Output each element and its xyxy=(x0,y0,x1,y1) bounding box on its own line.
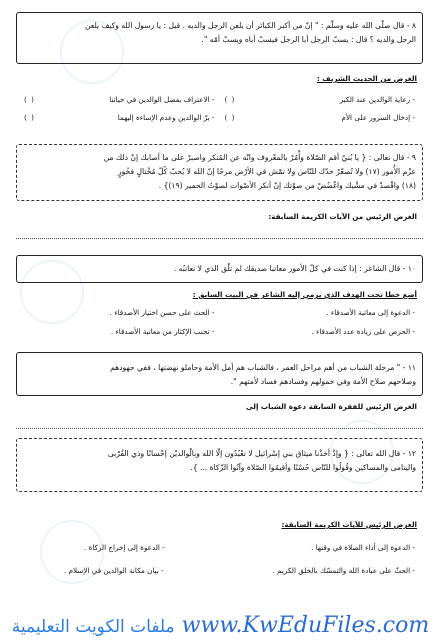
q10-options xyxy=(16,308,423,336)
site-watermark xyxy=(0,613,441,638)
answer-paren[interactable]: ( ) xyxy=(224,113,236,122)
hadith-options xyxy=(16,95,423,122)
question-9-line-1: ٩ - قال تعالى : { يا بُنيّ أقم الصّلاة وأْمُرْ بالمعْروف وانْه عن المُنكر واصبرْ على ما أصابك إنّ ذلك من xyxy=(103,153,416,162)
q12-option-4[interactable]: - بيان مكانة الوالدين في الإسلام . xyxy=(64,566,164,575)
question-8-line-2: الرجل والديه ؟ قال : يسبّ الرجل أبا الرجل فيسبّ أباه ويسبّ أمّه ". xyxy=(201,35,416,44)
question-11-line-1: ١١ - " مرحلة الشباب من أهم مراحل العمر ، فالشباب هم أمل الأمة وحاملو نهضتها ، ففي جهودهم xyxy=(110,363,416,372)
question-9-box xyxy=(16,144,423,201)
q10-option-3[interactable]: - الحرص على زيادة عدد الأصدقاء . xyxy=(311,327,415,336)
q12-purpose-heading: الغرض الرئيس للآيات الكريمة السابقة: xyxy=(281,520,417,529)
question-9-line-3: (١٨) واقْصدْ في مشْيك واغْضُضْ من صوْتك إنّ أنكر الأصْوات لصوْتُ الحمير (١٩)} . xyxy=(158,181,416,190)
question-12-line-2: واليتامى والمساكين وقُولُوا للنّاس حُسْنًا وأقيمُوا الصّلاة وآتُوا الزّكاة ... }. xyxy=(190,463,416,472)
hadith-purpose-heading: الغرض من الحديث الشريف : xyxy=(316,74,417,83)
q12-options-row-1 xyxy=(16,543,423,552)
answer-line[interactable] xyxy=(16,238,423,239)
hadith-option-4[interactable]: - برّ الوالدين وعدم الإساءة إليهما ( ) xyxy=(24,113,215,122)
answer-line[interactable] xyxy=(16,428,423,429)
q10-instruction: أضع خطا تحت الهدف الذي يرمي إليه الشاعر في البيت السابق : xyxy=(192,290,417,299)
answer-paren[interactable]: ( ) xyxy=(24,95,35,104)
q10-option-1[interactable]: - الدعوة إلى معاتبة الأصدقاء . xyxy=(326,308,415,317)
hadith-option-2[interactable]: - الاعتراف بفضل الوالدين في حياتنا ( ) xyxy=(24,95,215,104)
q12-option-1[interactable]: - الدعوة إلى أداء الصلاة في وقتها . xyxy=(311,543,415,552)
watermark-url: www.KwEduFiles.com xyxy=(181,613,430,638)
hadith-option-1[interactable]: - رعاية الوالدين عند الكبر ( ) xyxy=(224,95,415,104)
q12-option-3[interactable]: - الحثّ على عبادة الله والتمسّك بالخلق الكريم . xyxy=(272,566,415,575)
question-11-line-2: وصلاحهم صلاح الأمة وفي خمولهم وفسادهم فساد لأمتهم ". xyxy=(230,377,416,386)
answer-paren[interactable]: ( ) xyxy=(224,95,236,104)
q12-options-row-2 xyxy=(16,566,423,575)
q11-purpose-heading: الغرض الرئيس للفقرة السابقة دعوة الشباب إلى xyxy=(245,402,417,411)
q10-option-2[interactable]: - الحث على حسن اختيار الأصدقاء . xyxy=(109,308,215,317)
question-10-box xyxy=(16,255,423,283)
question-8-line-1: ٨ - قال صلّى الله عليه وسلّم : " إنّ من أكبر الكبائر أن يلعن الرجل والديه . قيل : يا رسول الله وكيف يلعن xyxy=(85,21,416,30)
question-8-box xyxy=(16,12,423,64)
question-12-box xyxy=(16,438,423,492)
q12-option-2[interactable]: - الدعوة إلى إخراج الزكاة . xyxy=(84,543,165,552)
question-11-box xyxy=(16,352,423,396)
q9-purpose-heading: الغرض الرئيس من الآيات الكريمة السابقة: xyxy=(268,212,417,221)
answer-paren[interactable]: ( ) xyxy=(24,113,35,122)
question-9-line-2: عزْم الأُمور (١٧) ولا تُصعّرْ خدّك للنّاس ولا تمْش في الأرْض مرحًا إنّ الله لا يُحبّ كُلّ مُخْتالٍ فخُورٍ xyxy=(117,167,416,176)
watermark-arabic: ملفات الكويت التعليمية xyxy=(11,617,175,637)
question-10-verse: ١٠ - قال الشاعر : إذا كنت في كلّ الأمور معاتبا صديقك لم تلْق الذي لا تعاتبُه . xyxy=(173,264,416,273)
question-12-line-1: ١٢ - قال الله تعالى : { وإذْ أخذْنا ميثاق بني إسْرائيل لا تعْبُدُون إلّا الله وبالْوالديْن إحْسانًا وذي القُرْبى xyxy=(107,449,416,458)
hadith-option-3[interactable]: - إدخال السرور على الأم ( ) xyxy=(224,113,415,122)
q10-option-4[interactable]: - تجنب الإكثار من معاتبة الأصدقاء . xyxy=(110,327,215,336)
